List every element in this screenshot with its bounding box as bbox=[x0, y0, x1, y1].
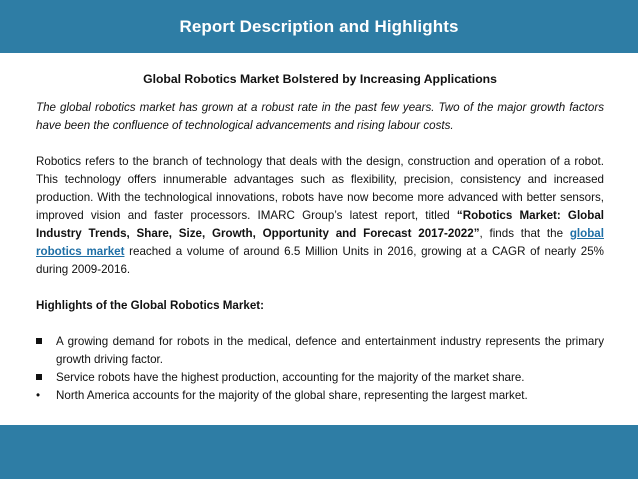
square-bullet-icon bbox=[36, 333, 50, 351]
square-bullet-icon bbox=[36, 369, 50, 387]
footer-band bbox=[0, 425, 638, 479]
header-band bbox=[0, 0, 638, 53]
highlight-text: Service robots have the highest production, accounting for the majority of the market share. bbox=[56, 371, 525, 384]
highlights-heading: Highlights of the Global Robotics Market: bbox=[36, 299, 265, 312]
dot-bullet-icon: • bbox=[36, 389, 41, 402]
intro-paragraph: The global robotics market has grown at a robust rate in the past few years. Two of the major growth factors have been the confluence of technological advancements and rising labour costs. bbox=[36, 101, 604, 132]
report-content bbox=[36, 70, 604, 405]
body-paragraph bbox=[36, 153, 604, 279]
highlight-item bbox=[36, 369, 604, 387]
report-subtitle: Global Robotics Market Bolstered by Increasing Applications bbox=[143, 72, 497, 86]
report-title-text: “Robotics Market: Global Industry Trends, Share, Size, Growth, Opportunity and Forecast 2017-2022” bbox=[36, 209, 604, 240]
body-text-part2: , finds that the bbox=[479, 227, 570, 240]
body-text-part1: Robotics refers to the branch of technology that deals with the design, construction and operation of a robot. This technology offers innumerable advantages such as flexibility, precision, consistency and increased production. With the technological innovations, robots have now become more advanced with better sensors, improved vision and faster processors. IMARC Group’s latest report, titled bbox=[36, 155, 604, 222]
page-title: Report Description and Highlights bbox=[179, 16, 459, 36]
body-text-part3: reached a volume of around 6.5 Million Units in 2016, growing at a CAGR of nearly 25% during 2009-2016. bbox=[36, 245, 604, 276]
highlight-text: North America accounts for the majority of the global share, representing the largest market. bbox=[56, 389, 528, 402]
highlights-list bbox=[36, 333, 604, 405]
highlight-text: A growing demand for robots in the medical, defence and entertainment industry represents the primary growth driving factor. bbox=[56, 335, 604, 366]
highlight-item bbox=[36, 387, 604, 405]
global-robotics-market-link[interactable]: global robotics market bbox=[36, 227, 604, 258]
highlight-item bbox=[36, 333, 604, 369]
